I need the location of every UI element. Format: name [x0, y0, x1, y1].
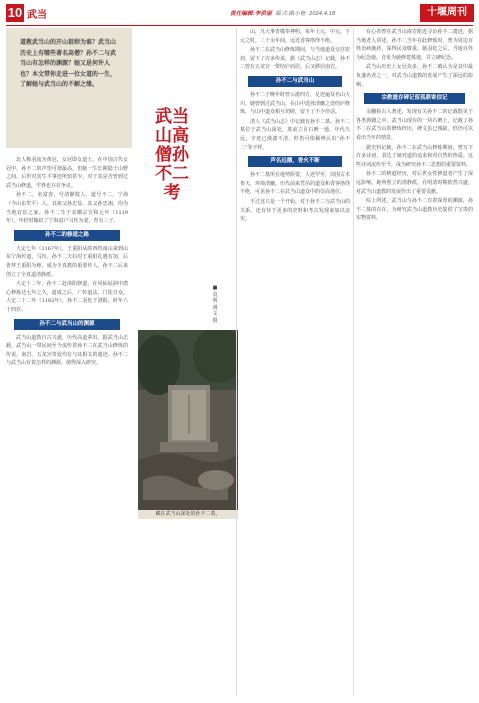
subheading: 孙不二与武当山: [248, 76, 342, 87]
subheading: 宗教遗存碑记留孤鼎寄信记: [364, 93, 465, 104]
subheading: 孙不二的修道之路: [14, 230, 120, 241]
header-rule: [6, 25, 473, 26]
subheading: 声名远播，香火不断: [248, 156, 342, 167]
credits: [230, 9, 335, 17]
paragraph: 余翻检古人著述，发现有关孙不二的记载散见于各类典籍之中。武当山现存的一块石碑上，记载了孙不二在武当山的修炼经历，碑文虽已残缺，但仍可以看出当年的情景。: [356, 109, 473, 141]
paragraph: 大定七年（1167年），王重阳从陕西终南山来到山东宁海传道，马钰、孙不二夫妇对王重阳礼遇有加，后皆拜王重阳为师，成为全真教的重要传人。孙不二后来创立了全真道清静派。: [6, 245, 128, 278]
article-column-4: [356, 28, 473, 696]
paragraph: 孙不二墓所在地势险要，人迹罕至，周围古木参天，环境清幽。历代前来凭吊的道众和香客络绎不绝，可见孙不二在武当山道众中的崇高地位。: [240, 172, 350, 196]
tomb-photo-image: [138, 330, 238, 510]
paragraph: 孙不二，名富春，号清静散人，道号不二，宁海（今山东牟平）人。其祖父孙忠显，其父孙忠翊，均为当地官宦之家。孙不二生于宋徽宗宣和元年（1119年），年轻时嫁给了宁海富户马钰为妻，育有三子。: [6, 192, 128, 225]
paragraph: 武当山道教自古兴盛，历代高道辈出。据武当山志载，武当山一带民间至今流传着孙不二在武当山修炼的传说。南岩、五龙宫等处均有与其相关的遗迹。孙不二与武当山有着怎样的渊源，值得深入研究。: [6, 334, 128, 367]
paragraph: 不过这只是一个开始，对于孙不二与武当山的关系，还有待于更多的史料和考古发现来加以证实。: [240, 198, 350, 223]
layout-credit: 版式:路小艳: [275, 11, 306, 17]
newspaper-logo: 十堰周刊: [420, 4, 474, 22]
paragraph: 大定十二年，孙不二赴洛阳修道，在风仙姑洞中潜心修炼达七年之久，道成之后，广传道法，门徒日众。大定二十二年（1182年），孙不二羽化于洛阳，时年六十四岁。: [6, 281, 128, 313]
paragraph: 据史料记载，孙不二在武当山修炼期间，曾写下许多诗词，表达了她对道的追求和对自然的热爱。这些诗词流传至今，成为研究孙不二思想的重要资料。: [356, 144, 473, 168]
column-divider: [353, 28, 354, 696]
section-name: 武当: [27, 10, 47, 21]
paragraph: 孙不二的修道经历，对后世女性修道者产生了深远影响。她所创立的清静派，在明清时期依然兴盛，对武当山道教的发展作出了重要贡献。: [356, 171, 473, 195]
column-divider: [236, 28, 237, 696]
page-number: 10: [7, 5, 23, 20]
paragraph: 清人《武当山志》中记载有孙不二墓。孙不二墓位于武当山深处，墓前立有石碑一通，年代久远，字迹已漫漶不清，但仍可依稀辨认出“孙不二”等字样。: [240, 118, 350, 151]
paragraph: 综上所述，武当山与孙不二有着深厚的渊源，孙不二墓的存在，为研究武当山道教历史提供了宝贵的实物资料。: [356, 198, 473, 222]
tomb-photo: [138, 330, 238, 510]
issue-date: 2024.4.18: [309, 11, 336, 17]
intro-text: 道教武当山的开山祖师为谁？武当山历史上有哪些著名高僧？孙不二与武当山有怎样的渊源？她又是何许人也？本文带你走进一位女道的一生，了解她与武当山的不解之缘。: [20, 39, 117, 88]
paragraph: 有心者曾在武当山南岩附近寻访孙不二遗迹，据当地老人讲述，孙不二当年在此修炼时，曾为周边百姓治病施药，深得民众敬重。她羽化之后，当地百姓为纪念她，自发为她修建墓地，并立碑纪念。: [356, 29, 473, 61]
intro-box: [6, 28, 132, 148]
page-header: [0, 0, 479, 26]
paragraph: 北人称羽流为黄冠，女冠即女道士。在中国古代女冠中，孙不二的声望可谓最高，但她一生长期隐于山野之间，后世对其生平事迹所知甚少，对于其是否曾到过武当山修道，学界也存在争议。: [6, 157, 128, 189]
subheading: 孙不二与武当山的渊源: [14, 319, 120, 330]
paragraph: 武当山历史上女冠众多，孙不二被认为是其中最负盛名者之一，对武当山道教的发展产生了深远的影响。: [356, 64, 473, 88]
editor-credit: 责任编辑:李洪丽: [230, 11, 272, 17]
paragraph: 孙不二在武当山修炼期间，与当地道众交往密切，留下了许多传说。据《武当山志》记载，孙不二曾在五龙宫一带结庐而居，后又移居南岩。: [240, 47, 350, 71]
article-column-1: [6, 156, 128, 696]
author-byline: ■袁明 漫文 摄: [212, 285, 218, 324]
paragraph: 山，凡大事皆敬奉神明，每年上元、中元、下元之时，二十余年间，远近香客络绎不绝。: [240, 29, 350, 44]
paragraph: 孙不二于晚年时曾云游四方，足迹遍及名山大川。她曾到过武当山，在山中选择清幽之处结庐修炼，与山中道众相互切磋，留下了不少佳话。: [240, 91, 350, 116]
article-column-3: [240, 28, 350, 696]
article-title: 武当山高僧孙不二考: [155, 107, 189, 203]
photo-caption: 藏在武当山深处的孙不二墓。: [138, 510, 238, 519]
